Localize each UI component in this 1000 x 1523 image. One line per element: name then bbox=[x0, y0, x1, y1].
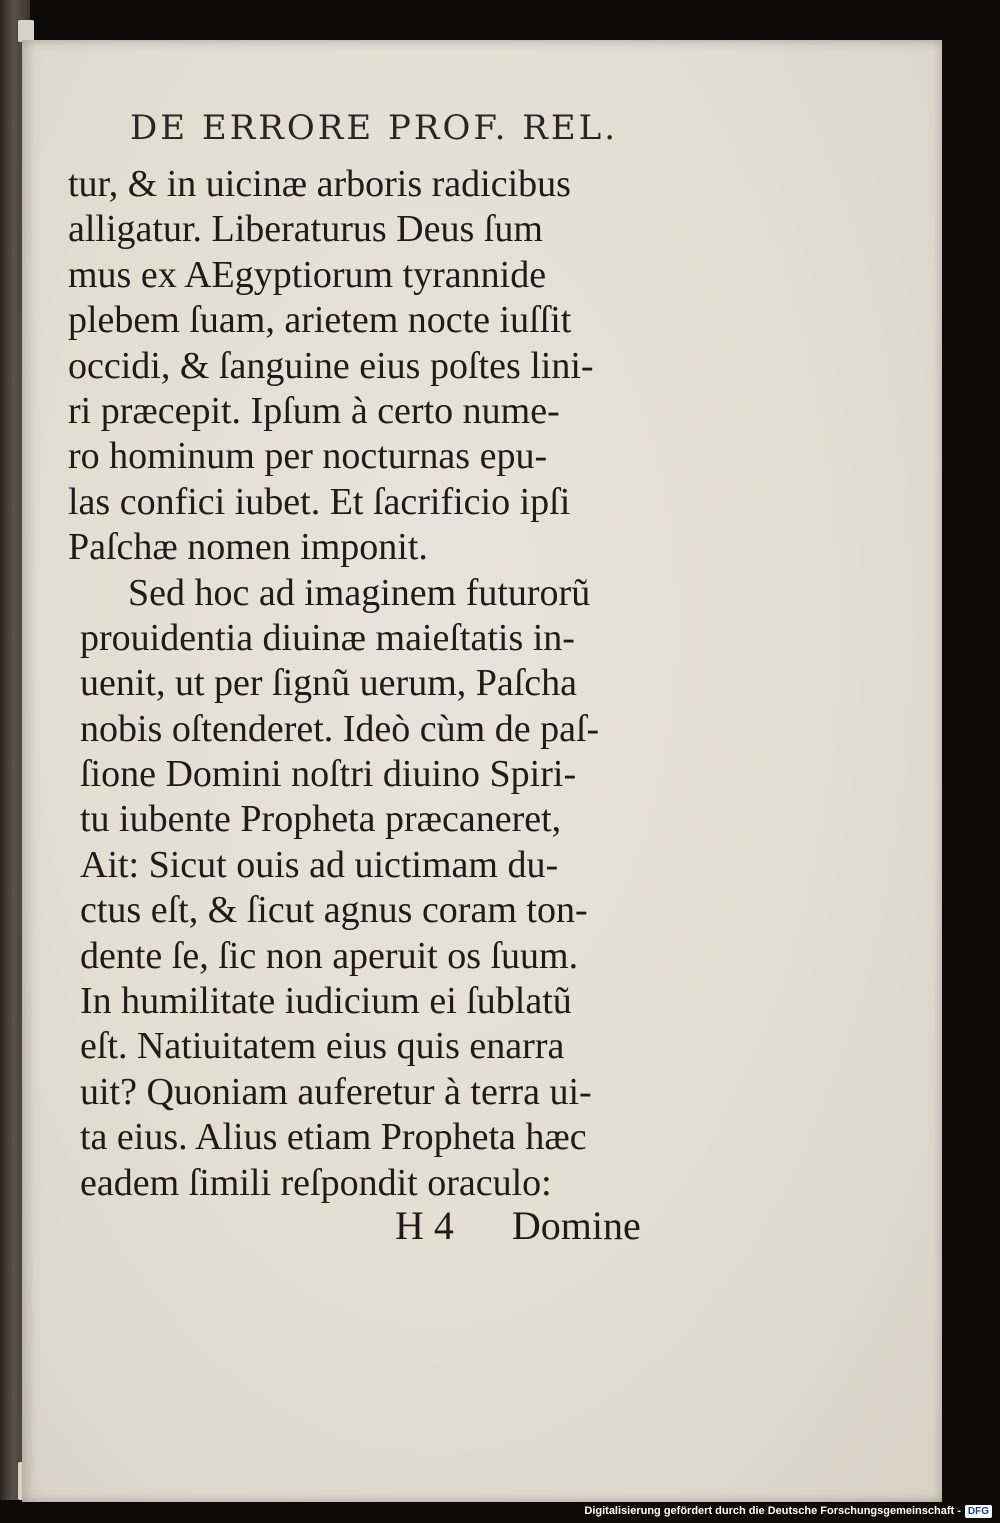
text-line: ta eius. Alius etiam Propheta hæc bbox=[80, 1116, 587, 1159]
text-line: ſione Domini noſtri diuino Spiri- bbox=[80, 753, 577, 796]
text-line: ctus eſt, & ſicut agnus coram ton- bbox=[80, 889, 588, 932]
text-line: Ait: Sicut ouis ad uictimam du- bbox=[80, 843, 559, 886]
text-line: nobis oſtenderet. Ideò cùm de paſ- bbox=[80, 707, 600, 750]
catchword: Domine bbox=[511, 1203, 641, 1248]
text-line: uit? Quoniam auferetur à terra ui- bbox=[80, 1070, 592, 1113]
text-line: eadem ſimili reſpondit oraculo: bbox=[80, 1161, 552, 1204]
text-line: In humilitate iudicium ei ſublatũ bbox=[80, 980, 572, 1023]
text-line: alligatur. Liberaturus Deus ſum bbox=[68, 208, 543, 251]
text-line: mus ex AEgyptiorum tyrannide bbox=[68, 253, 547, 296]
signature-mark: H 4 bbox=[395, 1203, 454, 1248]
body-text bbox=[68, 162, 708, 1206]
binding-tab-top bbox=[18, 20, 34, 42]
text-line: eſt. Natiuitatem eius quis enarra bbox=[80, 1025, 565, 1068]
text-line: ro hominum per nocturnas epu- bbox=[68, 435, 548, 478]
digitization-credit bbox=[584, 1503, 992, 1519]
text-line: tu iubente Propheta præcaneret, bbox=[80, 798, 562, 841]
text-line: las confici iubet. Et ſacrificio ipſi bbox=[68, 480, 571, 523]
dfg-logo-icon: DFG bbox=[965, 1505, 992, 1518]
text-line: Sed hoc ad imaginem futurorũ bbox=[128, 571, 591, 614]
text-line: tur, & in uicinæ arboris radicibus bbox=[68, 163, 571, 205]
credit-text: Digitalisierung gefördert durch die Deutsche Forschungsgemeinschaft - bbox=[584, 1505, 961, 1517]
page-footer bbox=[395, 1202, 641, 1249]
text-line: dente ſe, ſic non aperuit os ſuum. bbox=[80, 934, 579, 977]
running-head: DE ERRORE PROF. REL. bbox=[130, 108, 619, 148]
text-line: plebem ſuam, arietem nocte iuſſit bbox=[68, 299, 572, 342]
text-line: Paſchæ nomen imponit. bbox=[68, 526, 428, 569]
text-line: prouidentia diuinæ maieſtatis in- bbox=[80, 616, 575, 659]
text-line: ri præcepit. Ipſum à certo nume- bbox=[68, 389, 560, 432]
text-line: occidi, & ſanguine eius poſtes lini- bbox=[68, 344, 594, 387]
text-line: uenit, ut per ſignũ uerum, Paſcha bbox=[80, 662, 578, 705]
